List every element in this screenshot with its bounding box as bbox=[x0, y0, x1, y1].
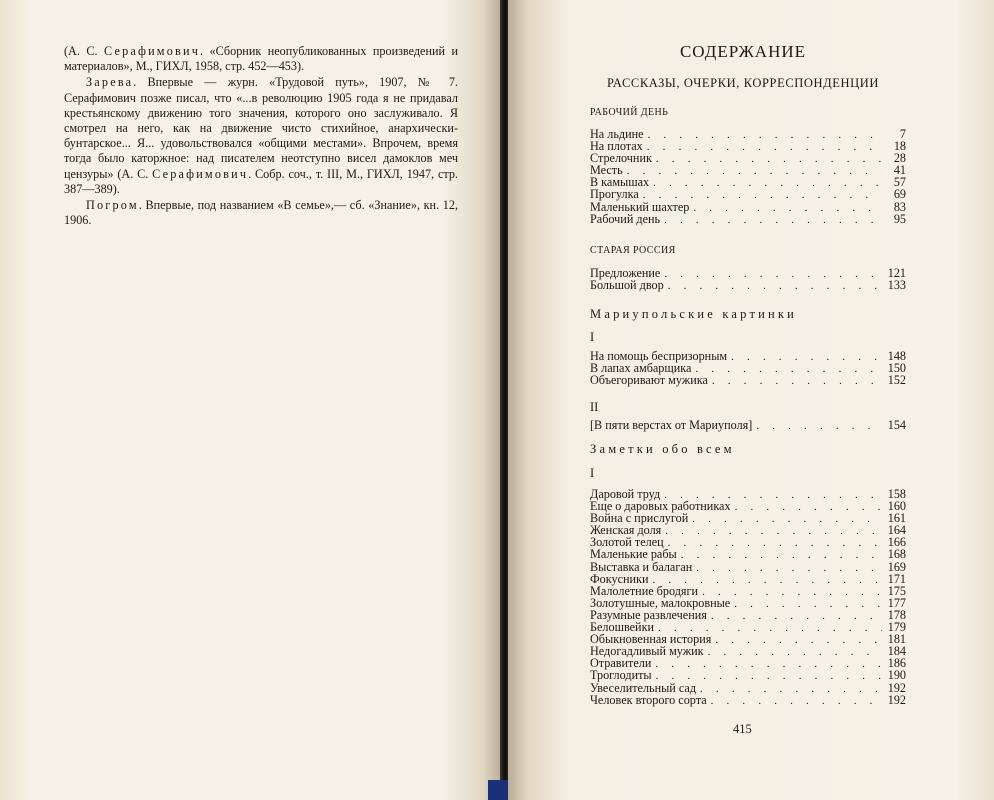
toc-entry-title: Объегоривают мужика bbox=[590, 373, 708, 388]
toc-entry-title: Фокусники bbox=[590, 571, 649, 586]
toc-list-section2 bbox=[590, 267, 906, 291]
toc-entry-title: На плотах bbox=[590, 139, 643, 154]
page-number: 415 bbox=[733, 722, 752, 736]
note-text: . Впервые, под названием «В семье»,— сб. «Знание», кн. 12, 1906. bbox=[64, 198, 458, 228]
toc-entry-title: Рабочий день bbox=[590, 211, 661, 226]
toc-entry-title: Маленький шахтер bbox=[590, 199, 690, 214]
dot-leader bbox=[681, 549, 882, 561]
toc-entry-page: 171 bbox=[887, 571, 906, 586]
toc-entry-page: 148 bbox=[887, 349, 906, 363]
note-text: . Впервые — журн. «Трудовой путь», 1907, № 7. Серафимович позже писал, что «...в революцию 1905 года я не придавал крестьянскому движению того значения, которого оно заслуживало. Я смотрел на него, как на движение чисто стихийное, анархически-бунтарское... Я... удовольствовался «общими местами». Впрочем, время тогда было каторжное: над писателем неотступно висел дамоклов меч цензуры» (А. С. bbox=[64, 75, 458, 181]
dot-leader bbox=[692, 513, 882, 525]
toc-entry-title: Увеселительный сад bbox=[590, 680, 697, 695]
toc-entry-page: 178 bbox=[887, 607, 906, 622]
toc-entry-page: 181 bbox=[887, 632, 906, 647]
note-paragraph bbox=[64, 198, 458, 228]
dot-leader bbox=[647, 141, 882, 153]
toc-entry-title: Золотой телец bbox=[590, 535, 664, 550]
toc-entry-title: Троглодиты bbox=[590, 668, 652, 683]
toc-entry-page: 177 bbox=[887, 595, 906, 610]
dot-leader bbox=[655, 658, 882, 670]
toc-entry-title: В лапах амбарщика bbox=[590, 361, 692, 376]
dot-leader bbox=[711, 610, 882, 622]
toc-entry-page: 154 bbox=[887, 418, 906, 432]
toc-entry-page: 186 bbox=[887, 656, 906, 671]
note-text: . «Сборник неопубликованных произведений и материалов», М., ГИХЛ, 1958, стр. 452—453). bbox=[64, 44, 458, 74]
toc-entry bbox=[590, 561, 906, 573]
toc-entry-page: 179 bbox=[887, 620, 906, 635]
toc-entry-page: 161 bbox=[887, 511, 906, 526]
toc-entry-title: Недогадливый мужик bbox=[590, 644, 704, 659]
toc-entry-title: На льдине bbox=[590, 127, 644, 141]
dot-leader bbox=[668, 280, 882, 292]
toc-entry-title: Отравители bbox=[590, 656, 652, 671]
section-heading-staraya-rossiya: СТАРАЯ РОССИЯ bbox=[590, 245, 676, 256]
dot-leader bbox=[693, 202, 882, 214]
toc-entry-title: Маленькие рабы bbox=[590, 547, 677, 562]
toc-entry-page: 7 bbox=[899, 127, 906, 141]
binding-strip bbox=[488, 780, 508, 800]
part-numeral: II bbox=[590, 400, 599, 414]
toc-entry-page: 160 bbox=[887, 499, 906, 514]
toc-entry bbox=[590, 419, 906, 431]
toc-entry bbox=[590, 682, 906, 694]
toc-entry bbox=[590, 188, 906, 200]
toc-entry-title: Прогулка bbox=[590, 187, 639, 202]
toc-entry-title: Выставка и балаган bbox=[590, 559, 693, 574]
toc-entry-page: 28 bbox=[893, 151, 906, 166]
dot-leader bbox=[700, 683, 882, 695]
toc-entry-title: Женская доля bbox=[590, 523, 662, 538]
dot-leader bbox=[656, 153, 882, 165]
toc-entry-page: 18 bbox=[893, 139, 906, 154]
dot-leader bbox=[712, 375, 882, 387]
toc-entry-page: 169 bbox=[887, 559, 906, 574]
toc-entry-title: В камышах bbox=[590, 175, 650, 190]
dot-leader bbox=[627, 165, 882, 177]
dot-leader bbox=[715, 634, 882, 646]
toc-entry-title: На помощь беспризорным bbox=[590, 349, 728, 363]
toc-entry-title: Разумные развлечения bbox=[590, 607, 707, 622]
note-text: (А. С. bbox=[64, 44, 104, 58]
toc-entry-title: Предложение bbox=[590, 266, 661, 280]
toc-entry-title: Месть bbox=[590, 163, 623, 178]
dot-leader bbox=[695, 363, 882, 375]
toc-entry-page: 164 bbox=[887, 523, 906, 538]
contents-title: СОДЕРЖАНИЕ bbox=[679, 42, 807, 61]
toc-entry-page: 184 bbox=[887, 644, 906, 659]
dot-leader bbox=[664, 268, 882, 280]
dot-leader bbox=[731, 351, 882, 363]
commentary-notes bbox=[64, 44, 458, 229]
toc-entry-title: Стрелочник bbox=[590, 151, 652, 166]
toc-entry-page: 150 bbox=[887, 361, 906, 376]
toc-entry-title: Обыкновенная история bbox=[590, 632, 712, 647]
toc-entry-page: 121 bbox=[887, 266, 906, 280]
toc-entry-page: 158 bbox=[887, 487, 906, 501]
section-heading-zametki: Заметки обо всем bbox=[590, 442, 735, 456]
toc-entry-page: 95 bbox=[893, 211, 906, 226]
toc-entry-title: Война с прислугой bbox=[590, 511, 689, 526]
note-text: . Собр. соч., т. III, М., ГИХЛ, 1947, стр. 387—389). bbox=[64, 166, 458, 196]
contents-subtitle: РАССКАЗЫ, ОЧЕРКИ, КОРРЕСПОНДЕНЦИИ bbox=[606, 76, 880, 90]
dot-leader bbox=[653, 177, 882, 189]
note-spaced-word: Серафимович bbox=[104, 44, 201, 58]
toc-entry-title: Даровой труд bbox=[590, 487, 661, 501]
toc-entry-title: Большой двор bbox=[590, 278, 664, 293]
toc-entry bbox=[590, 573, 906, 585]
note-spaced-word: Погром bbox=[86, 198, 139, 213]
dot-leader bbox=[711, 695, 882, 707]
toc-entry bbox=[590, 213, 906, 225]
toc-entry-page: 166 bbox=[887, 535, 906, 550]
toc-entry-page: 192 bbox=[887, 692, 906, 707]
toc-entry bbox=[590, 694, 906, 706]
dot-leader bbox=[664, 214, 882, 226]
dot-leader bbox=[668, 537, 882, 549]
dot-leader bbox=[734, 598, 882, 610]
toc-entry-title: Золотушные, малокровные bbox=[590, 595, 731, 610]
toc-entry-page: 190 bbox=[887, 668, 906, 683]
toc-entry-page: 83 bbox=[893, 199, 906, 214]
toc-list-section1 bbox=[590, 128, 906, 225]
toc-entry-title: Белошвейки bbox=[590, 620, 655, 635]
toc-entry bbox=[590, 374, 906, 386]
toc-entry-title: [В пяти верстах от Мариуполя] bbox=[590, 418, 753, 432]
toc-entry-title: Малолетние бродяги bbox=[590, 583, 699, 598]
section-heading-mariupol: Мариупольские картинки bbox=[590, 307, 798, 321]
part-numeral: I bbox=[590, 330, 595, 344]
toc-entry-page: 69 bbox=[893, 187, 906, 202]
dot-leader bbox=[665, 525, 882, 537]
dot-leader bbox=[735, 501, 882, 513]
toc-entry-page: 192 bbox=[887, 680, 906, 695]
dot-leader bbox=[756, 420, 882, 432]
toc-entry-page: 168 bbox=[887, 547, 906, 562]
toc-entry-page: 57 bbox=[893, 175, 906, 190]
toc-entry-page: 152 bbox=[887, 373, 906, 388]
note-paragraph bbox=[64, 44, 458, 74]
part-numeral: I bbox=[590, 466, 595, 480]
toc-list-section4-part1 bbox=[590, 488, 906, 706]
toc-entry-page: 133 bbox=[887, 278, 906, 293]
toc-entry bbox=[590, 279, 906, 291]
toc-entry-title: Еще о даровых работниках bbox=[590, 499, 731, 514]
section-heading-rabochiy-den: РАБОЧИЙ ДЕНЬ bbox=[590, 107, 669, 118]
toc-entry-title: Человек второго сорта bbox=[590, 692, 707, 707]
dot-leader bbox=[696, 562, 882, 574]
dot-leader bbox=[648, 129, 882, 141]
note-paragraph bbox=[64, 75, 458, 197]
toc-list-section3-part1 bbox=[590, 350, 906, 386]
toc-entry-page: 41 bbox=[893, 163, 906, 178]
toc-entry bbox=[590, 201, 906, 213]
dot-leader bbox=[708, 646, 882, 658]
toc-entry bbox=[590, 548, 906, 560]
toc-entry bbox=[590, 152, 906, 164]
toc-entry bbox=[590, 669, 906, 681]
note-spaced-word: Зарева bbox=[86, 75, 134, 90]
toc-list-section3-part2 bbox=[590, 419, 906, 431]
toc-entry-page: 175 bbox=[887, 583, 906, 598]
note-spaced-word: Серафимович bbox=[152, 166, 249, 181]
